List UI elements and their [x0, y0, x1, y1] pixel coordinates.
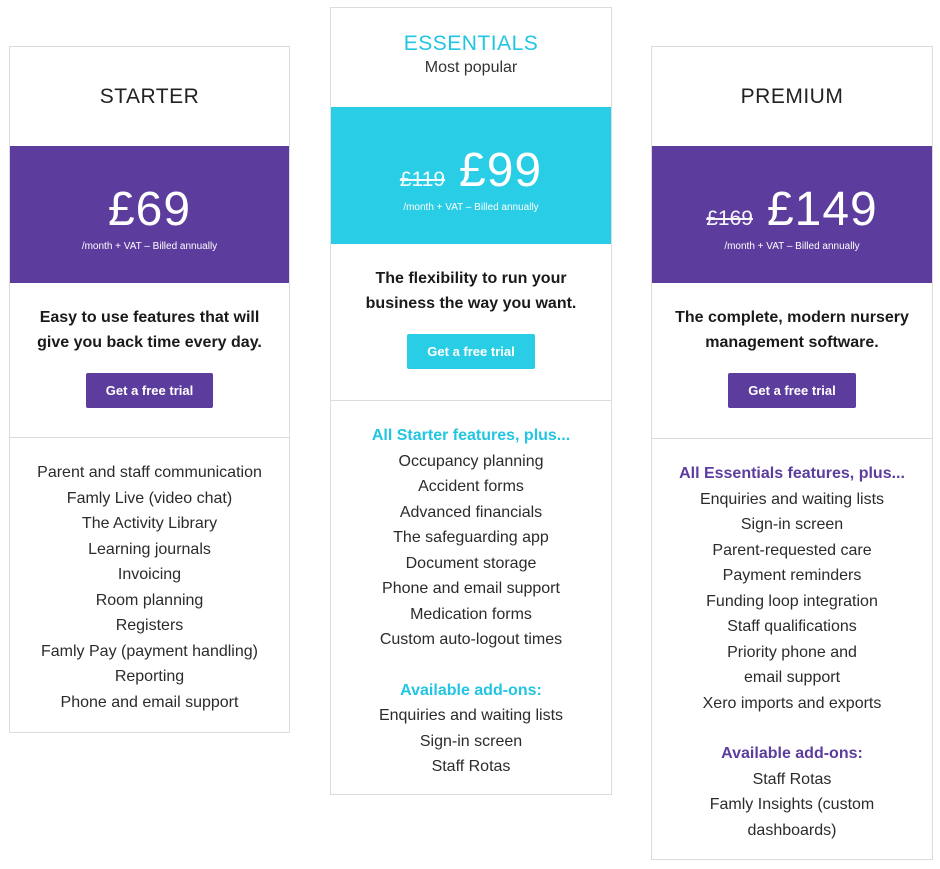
feature-item: Famly Live (video chat): [66, 489, 233, 507]
billing-note: /month + VAT – Billed annually: [403, 202, 539, 213]
card-header: [10, 47, 289, 146]
pricing-card-premium: [651, 46, 933, 860]
pricing-card-essentials: [330, 7, 612, 795]
price-band: [10, 146, 289, 283]
feature-item: Payment reminders: [722, 567, 862, 584]
feature-item: Accident forms: [418, 478, 524, 495]
feature-item: Invoicing: [117, 566, 182, 583]
price-band: [652, 146, 932, 283]
popular-tag: Most popular: [424, 59, 518, 76]
feature-list: [10, 438, 289, 715]
feature-item: Advanced financials: [399, 503, 543, 521]
feature-item: Sign-in screen: [740, 516, 844, 533]
pitch-block: [331, 244, 611, 400]
feature-item: Staff qualifications: [727, 618, 857, 635]
addon-item: Staff Rotas: [752, 770, 832, 788]
feature-item: Learning journals: [88, 540, 211, 558]
plan-name: STARTER: [99, 85, 200, 108]
feature-item: Parent and staff communication: [37, 464, 262, 481]
price-band: [331, 107, 611, 244]
feature-item: Phone and email support: [382, 580, 560, 597]
price-row: [10, 182, 289, 237]
pricing-card-starter: [9, 46, 290, 733]
price-row: [331, 143, 611, 198]
addon-item: Enquiries and waiting lists: [378, 707, 564, 724]
feature-item: The Activity Library: [81, 515, 218, 532]
old-price: £119: [399, 168, 446, 191]
free-trial-button[interactable]: Get a free trial: [86, 373, 213, 408]
current-price: £69: [107, 183, 192, 236]
addons-heading: Available add-ons:: [721, 745, 863, 762]
feature-item: Enquiries and waiting lists: [699, 490, 885, 508]
current-price: £99: [459, 144, 543, 197]
feature-list: [331, 401, 611, 780]
feature-item: Funding loop integration: [706, 592, 878, 610]
plan-pitch: The complete, modern nursery management software.: [675, 309, 909, 351]
feature-item: Priority phone and email support: [727, 643, 857, 686]
feature-list: [652, 439, 932, 843]
pitch-block: [652, 283, 932, 438]
addons-heading: Available add-ons:: [400, 681, 542, 699]
features-heading: All Essentials features, plus...: [679, 465, 905, 482]
feature-item: The safeguarding app: [393, 529, 549, 546]
old-price: £169: [706, 207, 753, 230]
addon-item: Staff Rotas: [431, 758, 511, 775]
feature-item: Famly Pay (payment handling): [41, 642, 258, 660]
feature-item: Parent-requested care: [712, 541, 872, 559]
billing-note: /month + VAT – Billed annually: [724, 241, 860, 252]
feature-item: Room planning: [95, 591, 204, 609]
feature-item: Document storage: [405, 554, 537, 572]
card-header: [331, 8, 611, 107]
feature-item: Reporting: [114, 668, 185, 685]
feature-item: Occupancy planning: [398, 452, 544, 470]
features-heading: All Starter features, plus...: [371, 427, 571, 444]
addon-item: Famly Insights (custom dashboards): [709, 796, 875, 839]
current-price: £149: [766, 183, 878, 236]
feature-item: Custom auto-logout times: [379, 631, 563, 648]
plan-pitch: Easy to use features that will give you back time every day.: [37, 309, 262, 351]
price-row: [652, 182, 932, 237]
free-trial-button[interactable]: Get a free trial: [407, 334, 534, 369]
card-header: [652, 47, 932, 146]
feature-item: Xero imports and exports: [702, 694, 882, 712]
free-trial-button[interactable]: Get a free trial: [728, 373, 855, 408]
pitch-block: [10, 283, 289, 437]
feature-item: Registers: [115, 617, 184, 634]
plan-name: ESSENTIALS: [403, 32, 539, 55]
feature-item: Medication forms: [410, 605, 532, 623]
plan-pitch: The flexibility to run your business the way you want.: [365, 270, 577, 312]
feature-item: Phone and email support: [60, 693, 239, 711]
addon-item: Sign-in screen: [419, 732, 523, 750]
plan-name: PREMIUM: [740, 85, 844, 108]
billing-note: /month + VAT – Billed annually: [81, 241, 218, 252]
